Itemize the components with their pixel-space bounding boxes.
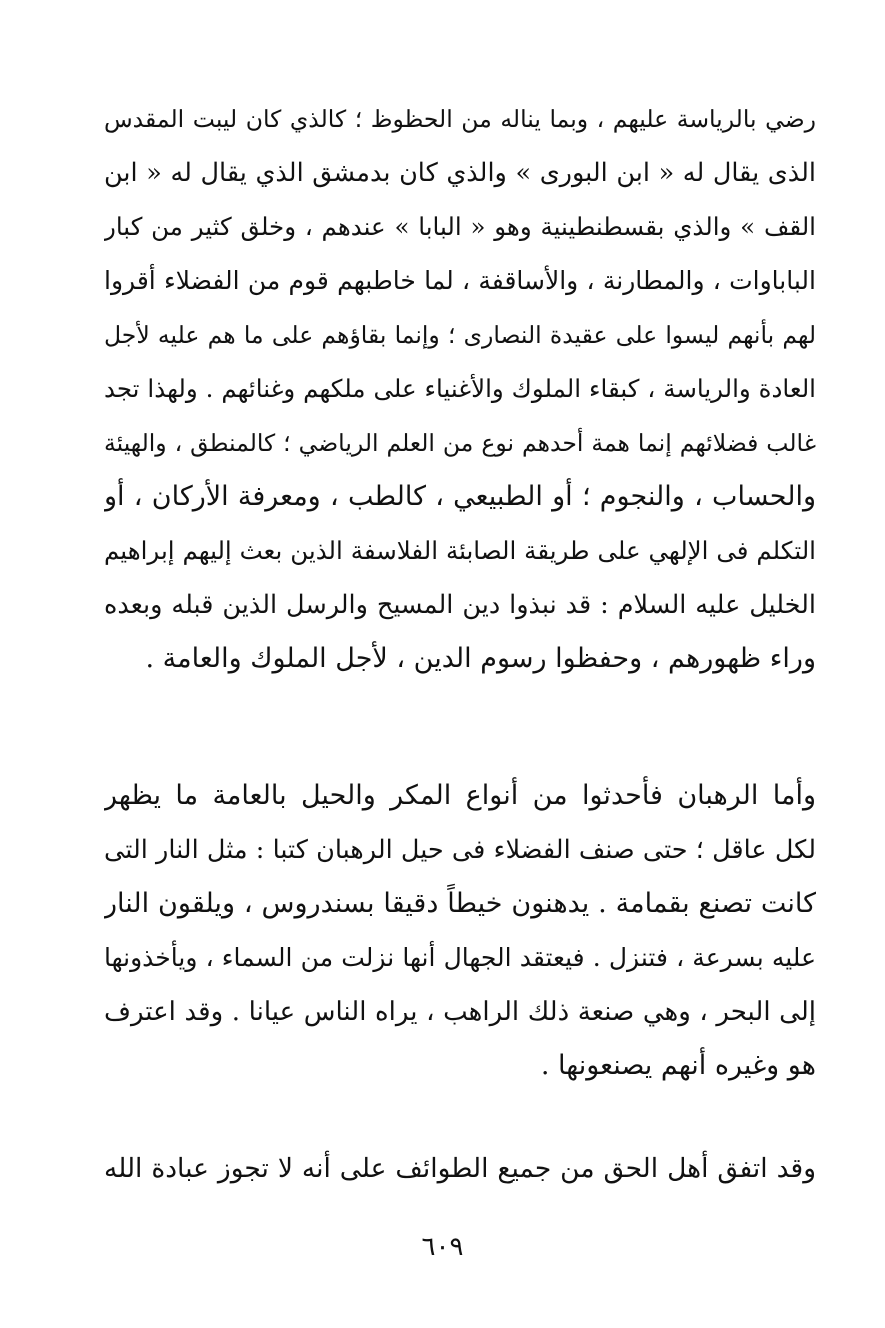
text-line: العادة والرياسة ، كبقاء الملوك والأغنياء على ملكهم وغنائهم . ولهذا تجد bbox=[104, 374, 816, 403]
text-line: لهم بأنهم ليسوا على عقيدة النصارى ؛ وإنما بقاؤهم على ما هم عليه لأجل bbox=[104, 321, 816, 349]
text-line: وأما الرهبان فأحدثوا من أنواع المكر والحيل بالعامة ما يظهر bbox=[104, 780, 816, 811]
text-line: التكلم فى الإلهي على طريقة الصابئة الفلاسفة الذين بعث إليهم إبراهيم bbox=[104, 536, 816, 565]
text-line: عليه بسرعة ، فتنزل . فيعتقد الجهال أنها نزلت من السماء ، ويأخذونها bbox=[104, 943, 816, 972]
text-line: وراء ظهورهم ، وحفظوا رسوم الدين ، لأجل الملوك والعامة . bbox=[145, 643, 816, 674]
text-line: هو وغيره أنهم يصنعونها . bbox=[540, 1050, 816, 1081]
text-line: الخليل عليه السلام : قد نبذوا دين المسيح والرسل الذين قبله وبعده bbox=[104, 590, 816, 620]
text-line: الذى يقال له « ابن البورى » والذي كان بدمشق الذي يقال له « ابن bbox=[104, 158, 816, 188]
text-line: كانت تصنع بقمامة . يدهنون خيطاً دقيقا بسندروس ، ويلقون النار bbox=[104, 888, 816, 919]
text-line: الباباوات ، والمطارنة ، والأساقفة ، لما خاطبهم قوم من الفضلاء أقروا bbox=[104, 266, 816, 295]
text-line: إلى البحر ، وهي صنعة ذلك الراهب ، يراه الناس عيانا . وقد اعترف bbox=[104, 997, 816, 1027]
paragraph-2 bbox=[104, 769, 816, 1093]
paragraph-1 bbox=[104, 92, 816, 686]
text-line: لكل عاقل ؛ حتى صنف الفضلاء فى حيل الرهبان كتبا : مثل النار التى bbox=[104, 835, 816, 865]
text-line: رضي بالرياسة عليهم ، وبما يناله من الحظوظ ؛ كالذي كان ليبت المقدس bbox=[104, 105, 816, 133]
page-number: ٦٠٩ bbox=[421, 1232, 464, 1262]
text-line: والحساب ، والنجوم ؛ أو الطبيعي ، كالطب ، ومعرفة الأركان ، أو bbox=[104, 481, 816, 512]
text-line: وقد اتفق أهل الحق من جميع الطوائف على أنه لا تجوز عبادة الله bbox=[104, 1153, 816, 1184]
text-line: غالب فضلائهم إنما همة أحدهم نوع من العلم الرياضي ؛ كالمنطق ، والهيئة bbox=[104, 429, 816, 457]
text-line: القف » والذي بقسطنطينية وهو « البابا » عندهم ، وخلق كثير من كبار bbox=[104, 212, 816, 241]
paragraph-3 bbox=[104, 1142, 816, 1196]
